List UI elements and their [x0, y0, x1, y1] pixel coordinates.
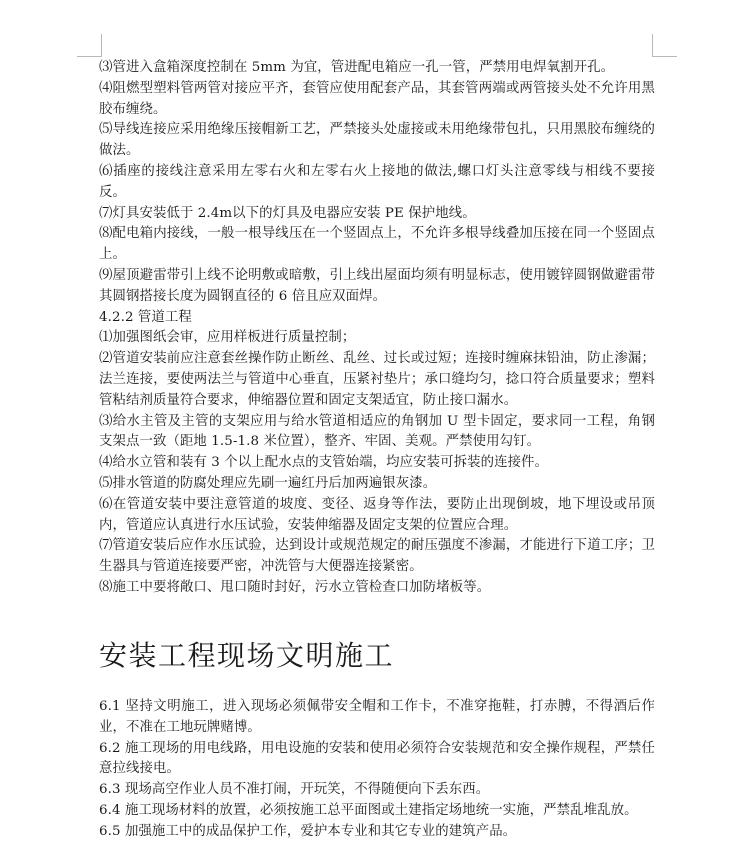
top-right-crop-mark — [652, 34, 677, 57]
paragraph-item-3: ⑶管进入盒箱深度控制在 5mm 为宜，管进配电箱应一孔一管，严禁用电焊氧割开孔。 — [99, 60, 615, 75]
paragraph-item-4: ⑷阻燃型塑料管两管对接应平齐，套管应使用配套产品，其套管两端或两管接头处不允许用黑胶布缠绕。 — [99, 80, 655, 117]
chapter-heading: 安装工程现场文明施工 — [99, 639, 395, 672]
paragraph-item-7: ⑺灯具安装低于 2.4m以下的灯具及电器应安装 PE 保护地线。 — [99, 205, 476, 221]
civilized-item-6-1: 6.1 坚持文明施工，进入现场必须佩带安全帽和工作卡，不准穿拖鞋，打赤膊，不得酒后作业，不准在工地玩牌赌博。 — [99, 699, 655, 735]
pipe-item-6: ⑹在管道安装中要注意管道的坡度、变径、返身等作法，要防止出现倒坡，地下埋设或吊顶内，管道应认真进行水压试验，安装伸缩器及固定支架的位置应合理。 — [99, 496, 655, 533]
paragraph-item-8: ⑻配电箱内接线，一般一根导线压在一个竖固点上，不允许多根导线叠加压接在同一个竖固点上。 — [99, 226, 655, 263]
upper-body-text — [99, 58, 655, 599]
civilized-item-6-2: 6.2 施工现场的用电线路，用电设施的安装和使用必须符合安装规范和安全操作规程，严禁任意拉线接电。 — [99, 740, 655, 777]
section-heading-4-2-2: 4.2.2 管道工程 — [99, 309, 192, 325]
pipe-item-3: ⑶给水主管及主管的支架应用与给水管道相适应的角钢加 U 型卡固定，要求同一工程，角钢支架点一致（距地 1.5-1.8 米位置），整齐、牢固、美观。严禁使用勾钉。 — [99, 413, 655, 450]
pipe-item-5: ⑸排水管道的防腐处理应先刷一遍红丹后加两遍银灰漆。 — [99, 475, 437, 491]
paragraph-item-5: ⑸导线连接应采用绝缘压接帽新工艺，严禁接头处虚接或未用绝缘带包扎，只用黑胶布缠绕的做法。 — [99, 122, 655, 159]
civilized-item-6-4: 6.4 施工现场材料的放置，必须按施工总平面图或土建指定场地统一实施，严禁乱堆乱放。 — [99, 802, 638, 818]
pipe-item-2: ⑵管道安装前应注意套丝操作防止断丝、乱丝、过长或过短；连接时缠麻抹铅油，防止渗漏；法兰连接，要使两法兰与管道中心垂直，压紧衬垫片；承口缝均匀，捻口符合质量要求；塑料管粘结剂质量符合要求，伸缩器位置和固定支架适宜，防止接口漏水。 — [99, 351, 655, 408]
top-left-crop-mark — [77, 34, 102, 57]
paragraph-item-6: ⑹插座的接线注意采用左零右火和左零右火上接地的做法,螺口灯头注意零线与相线不要接反。 — [99, 163, 655, 200]
lower-body-text — [99, 697, 655, 843]
pipe-item-8: ⑻施工中要将敞口、甩口随时封好，污水立管检查口加防堵板等。 — [99, 579, 491, 595]
civilized-item-6-3: 6.3 现场高空作业人员不准打闹，开玩笑，不得随便向下丢东西。 — [99, 782, 490, 798]
pipe-item-1: ⑴加强图纸会审，应用样板进行质量控制； — [99, 330, 356, 346]
civilized-item-6-5: 6.5 加强施工中的成品保护工作，爱护本专业和其它专业的建筑产品。 — [99, 823, 517, 839]
pipe-item-7: ⑺管道安装后应作水压试验，达到设计或规范规定的耐压强度不渗漏，才能进行下道工序；卫生器具与管道连接要严密，冲洗管与大便器连接紧密。 — [99, 538, 655, 575]
paragraph-item-9: ⑼屋顶避雷带引上线不论明敷或暗敷，引上线出屋面均须有明显标志，使用镀锌圆钢做避雷带其圆钢搭接长度为圆钢直径的 6 倍且应双面焊。 — [99, 267, 655, 304]
pipe-item-4: ⑷给水立管和装有 3 个以上配水点的支管始端，均应安装可拆装的连接件。 — [99, 455, 549, 471]
